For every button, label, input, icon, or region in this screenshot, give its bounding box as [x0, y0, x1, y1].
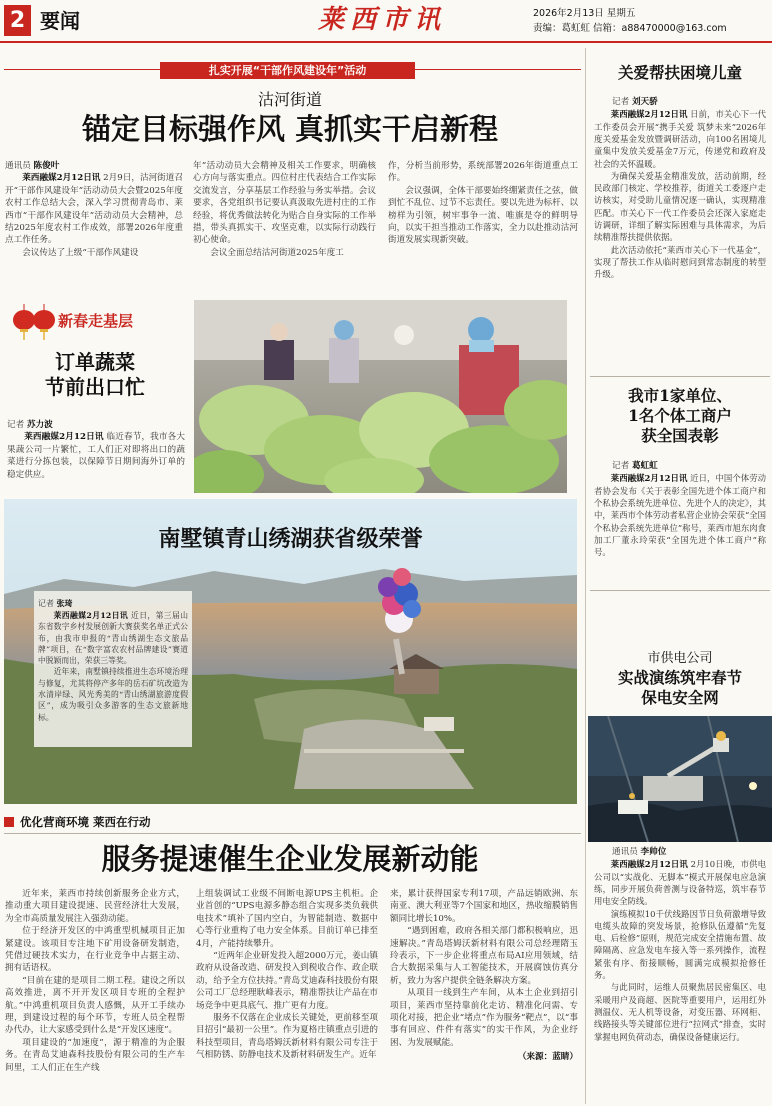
business-col-1 — [5, 888, 185, 1074]
paragraph: 作，分析当前形势，系统部署2026年街道重点工作。 — [388, 161, 578, 184]
reporter-label: 记者 — [7, 420, 25, 430]
lead-col-2 — [193, 160, 376, 259]
side2-headline-2: 1名个体工商户 — [628, 406, 732, 425]
dateline: 莱西融媒2月12日讯 — [610, 859, 688, 870]
paragraph: 位于经济开发区的中鸿重型机械项目正加紧建设。该项目专注地下矿用设备研发制造，凭借过硬技术实力，在行业竞争中占据主动、拥有话语权。 — [5, 926, 185, 974]
paragraph: 此次活动依托“莱西市关心下一代基金”，实现了帮扶工作从临时慰问到常态制度的转型升级。 — [594, 244, 766, 280]
lead-col-1 — [5, 160, 183, 259]
dateline: 莱西融媒2月12日讯 — [53, 611, 129, 620]
paragraph: 临近春节，我市各大果蔬公司一片繁忙，工人们正对即将出口的蔬菜进行分拣包装，以保障节日期间海外订单的稳定供应。 — [7, 432, 185, 480]
masthead — [0, 0, 772, 44]
paragraph: 演练模拟10千伏线路因节日负荷激增导致电缆头故障的突发场景，抢修队伍遵循“先复电、后检修”原则，规范完成安全措施布置、故障隔离、应急发电车接入等一系列操作，流程紧张有序、衔接顺畅，圆满完成模拟抢修任务。 — [594, 908, 766, 981]
reporter-name: 陈俊叶 — [33, 161, 60, 171]
side3-body — [594, 846, 766, 1043]
business-col-2 — [196, 888, 378, 1062]
paragraph: 近年来，莱西市持续创新服务企业方式，推动重大项目建设提速、民营经济壮大发展，为全市高质量发展注入强劲动能。 — [5, 889, 185, 924]
dateline: 莱西融媒2月12日讯 — [24, 432, 104, 443]
spring-body — [7, 419, 185, 481]
paragraph: 近日，第三届山东省数字乡村发展创新大赛获奖名单正式公布，由我市申报的“青山绣湖生态文旅品牌”项目，在“数字富农农村品牌建设”赛道中脱颖而出，荣获三等奖。 — [38, 611, 189, 666]
editor-line: 责编：葛虹虹 信箱：a88470000@163.com — [533, 23, 727, 34]
photo-vegetable-packing — [194, 300, 567, 493]
lake-section — [4, 499, 577, 804]
business-section-label: 优化营商环境 莱西在行动 — [20, 815, 151, 829]
paragraph: 服务不仅落在企业成长关键处，更前移至项目招引“最初一公里”。作为夏格庄镇重点引进的科技型项目，青岛塔姆沃新材料有限公司专注于气相防锈、防静电技术及新材料研发生产。近年 — [196, 1013, 378, 1061]
reporter-label: 通讯员 — [612, 847, 638, 857]
lead-headline: 锚定目标强作风 真抓实干启新程 — [81, 112, 499, 146]
lake-headline: 南墅镇青山绣湖获省级荣誉 — [158, 526, 423, 552]
masthead-rule — [0, 41, 772, 43]
divider — [590, 376, 770, 377]
paragraph: 日前，市关心下一代工作委员会开展“携手关爱 筑梦未来”2026年度关爱基金发放暨调研活动，向100名困境儿童集中发放关爱基金7万元，传递党和政府及社会的关怀温暖。 — [594, 109, 767, 169]
business-section-bar — [4, 814, 581, 830]
right-column-rule — [585, 48, 586, 1104]
lead-col-3 — [388, 160, 578, 247]
business-col-3 — [390, 888, 578, 1064]
paragraph: “目前在建的是项目二期工程。建设之所以高效推进，离不开开发区项目专班的全程护航。”中鸿重机项目负责人感慨，从开工手续办理，到建设过程的每个环节，专班人员全程帮办代办，让大家感受到什么是“开发区速度”。 — [5, 975, 185, 1036]
paragraph: 从项目一线到生产车间，从本土企业到招引项目，莱西市坚持靠前化走访、精准化问需、专项化对接，把企业“堵点”作为服务“靶点”，以“事事有回应、件件有落实”的实干作风，为企业纾困、为发展赋能。 — [390, 988, 578, 1048]
banner-label: 扎实开展“干部作风建设年”活动 — [160, 62, 415, 79]
paragraph: 近日，中国个体劳动者协会发布《关于表彰全国先进个体工商户和个私协会系统先进单位、先进个人的决定》，其中，莱西市个体劳动者私营企业协会荣获“全国个私协会系统先进单位”称号，莱西市旭东肉食加工厂董永玲荣获“全国先进个体工商户”称号。 — [594, 473, 767, 558]
paragraph: 上组装调试工业级不间断电源UPS主机柜。企业首创的“UPS电源多静态组合实现多类负载供电技术”填补了国内空白，为智能制造、数据中心等行业重构了电力安全体系。目前订单已排至4月，产能持续攀升。 — [196, 889, 378, 949]
paragraph: “近两年企业研发投入超2000万元，姜山镇政府从设备改造、研发投入到税收合作、政企联动，给予全方位扶持。”青岛艾迪森科技股份有限公司工厂总经理耿峰表示，精准帮扶让产品在市场竞争中更具底气、推广更有力度。 — [196, 951, 378, 1011]
business-headline: 服务提速催生企业发展新动能 — [101, 842, 479, 876]
reporter-label: 记者 — [38, 599, 54, 608]
side2-headline-3: 获全国表彰 — [641, 426, 719, 445]
paragraph: 来，累计获得国家专利17项，产品远销欧洲、东南亚、澳大利亚等7个国家和地区，热收缩膜销售额同比增长10%。 — [390, 889, 578, 924]
side1-body — [594, 96, 766, 281]
paragraph: 近年来，南墅镇持续推进生态环境治理与修复，尤其将停产多年的岳石矿坑改造为水清岸绿、风光秀美的“青山绣湖旅游度假区”，成为吸引众多游客的生态文旅新地标。 — [38, 667, 188, 722]
paragraph: 项目建设的“加速度”，源于精准的为企服务。在青岛艾迪森科技股份有限公司的生产车间里，工人们正在生产线 — [5, 1037, 185, 1073]
side2-headline-1: 我市1家单位、 — [628, 386, 732, 405]
paper-logo: 莱西市讯 — [318, 5, 447, 35]
reporter-name: 张琦 — [56, 598, 73, 608]
divider — [4, 833, 581, 834]
paragraph: 与此同时，运维人员聚焦居民密集区、电采暖用户及商超、医院等重要用户，运用红外测温仪、无人机等设备，对变压器、环网柜、线路接头等关键部位进行“拉网式”排查，实时掌握电网负荷动态，确保设备健康运行。 — [594, 982, 766, 1042]
page-number-badge: 2 — [4, 5, 31, 36]
side1-headline: 关爱帮扶困境儿童 — [617, 63, 742, 82]
lantern-icon — [10, 304, 62, 342]
paragraph: 年”活动动员大会精神及相关工作要求，明确核心方向与落实重点。四位村庄代表结合工作实际交流发言，分享基层工作经验与务实举措。会议要求，各党组织书记要认真汲取先进村庄的工作经验，将优秀做法转化为贴合自身实际的工作举措，带头真抓实干、攻坚克难，以实际行动践行初心使命。 — [193, 161, 376, 246]
dateline: 莱西融媒2月12日讯 — [610, 473, 688, 484]
spring-headline-2: 节前出口忙 — [45, 375, 145, 399]
reporter-label: 通讯员 — [5, 161, 31, 171]
spring-badge — [10, 304, 180, 342]
reporter-name: 刘天骄 — [631, 97, 658, 107]
dateline: 莱西融媒2月12日讯 — [22, 173, 101, 184]
paragraph: 2月9日，沽河街道召开“干部作风建设年”活动动员大会暨2025年度农村工作总结大会，深入学习贯彻青岛市、莱西市“干部作风建设年”活动动员大会精神，总结2025年度农村工作成效，部署2026年度重点工作任务。 — [5, 173, 183, 246]
lake-body — [38, 597, 188, 723]
photo-power-drill — [588, 716, 772, 842]
section-name: 要闻 — [40, 9, 80, 33]
reporter-label: 记者 — [612, 461, 630, 471]
issue-date: 2026年2月13日 星期五 — [533, 8, 636, 19]
dateline: 莱西融媒2月12日讯 — [610, 109, 688, 120]
spring-headline-1: 订单蔬菜 — [55, 350, 135, 374]
reporter-name: 李帅位 — [640, 847, 667, 857]
side3-headline-2: 保电安全网 — [641, 688, 719, 707]
paragraph: “遇到困难，政府各相关部门都积极响应，迅速解决。”青岛塔姆沃新材料有限公司总经理隋玉玲表示，下一步企业将重点布局AI应用领域，结合大数据采集与人工智能技术，开展腐蚀仿真分析，致力为客户提供全链条解决方案。 — [390, 926, 578, 986]
divider — [590, 590, 770, 591]
side2-body — [594, 460, 766, 558]
reporter-label: 记者 — [612, 97, 630, 107]
paragraph: 会议全面总结沽河街道2025年度工 — [210, 247, 344, 258]
side3-headline-1: 实战演练筑牢春节 — [617, 668, 742, 687]
reporter-name: 苏力波 — [26, 420, 53, 430]
spring-badge-text: 新春走基层 — [58, 312, 134, 330]
source-credit: （来源：蓝睛） — [517, 1052, 578, 1063]
side3-kicker: 市供电公司 — [647, 651, 713, 666]
paragraph: 会议强调，全体干部要始终绷紧责任之弦，做到忙不乱位、过节不忘责任。要以先进为标杆、以榜样为引领，树牢事争一流、唯旗是夺的鲜明导向，以实干担当推动工作落实，全力以赴推动沽河街道发展实现新突破。 — [388, 185, 578, 246]
lead-kicker: 沽河街道 — [257, 90, 322, 109]
paragraph: 会议传达了上级“干部作风建设 — [22, 247, 139, 258]
paragraph: 为确保关爱基金精准发放，活动前期，经民政部门核定、学校推荐，街道关工委逐户走访核实，对受助儿童情况逐一确认，实现精准匹配。市关心下一代工作委员会还深入家庭走访调研，详细了解实际困难与具体需求，为后续精准帮扶提供依据。 — [594, 170, 766, 243]
paragraph: 2月10日晚，市供电公司以“实战化、无脚本”模式开展保电应急演练，同步开展负荷普测与设备特巡，筑牢春节用电安全防线。 — [594, 859, 766, 907]
section-square-icon — [4, 817, 14, 827]
reporter-name: 葛虹虹 — [631, 461, 658, 471]
